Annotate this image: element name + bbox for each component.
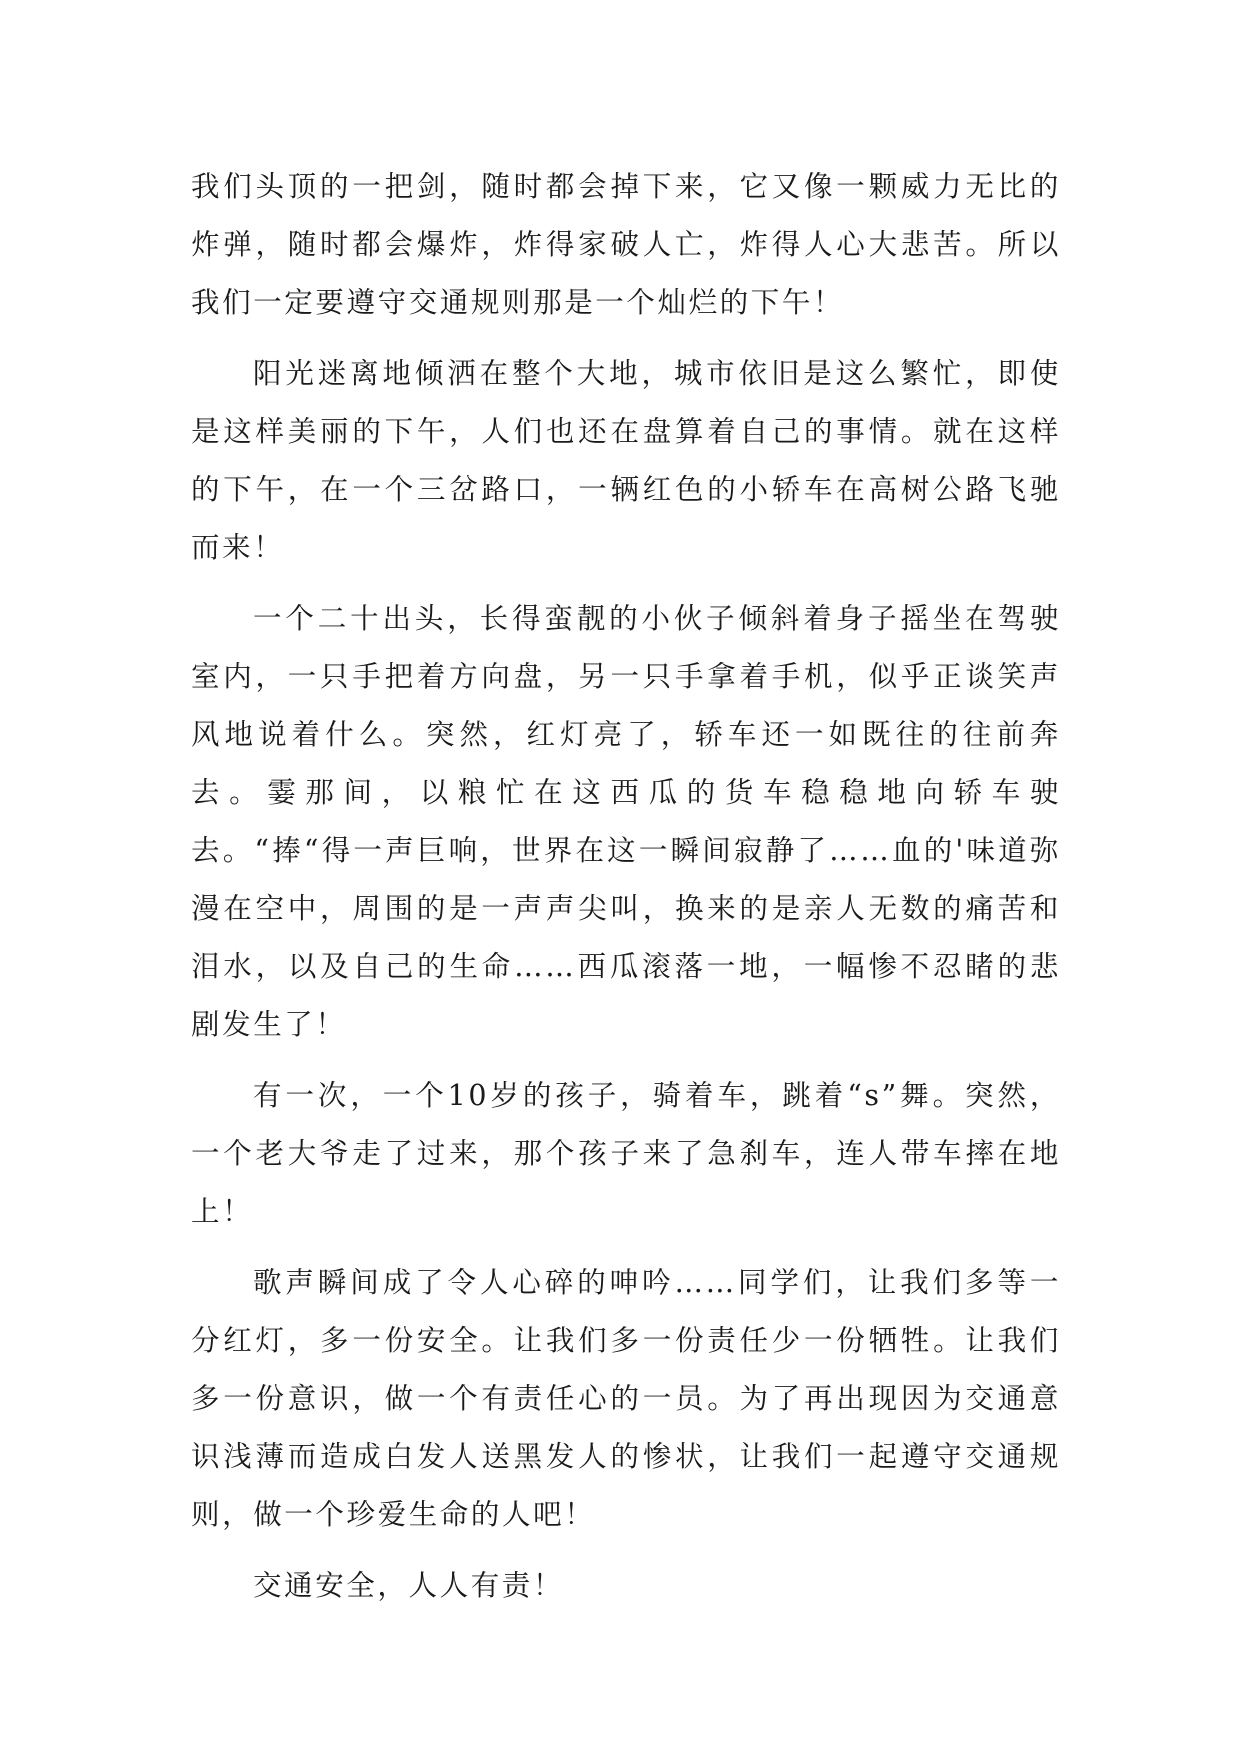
paragraph-2: 阳光迷离地倾洒在整个大地，城市依旧是这么繁忙，即使是这样美丽的下午，人们也还在盘算着自己的事情。就在这样的下午，在一个三岔路口，一辆红色的小轿车在高树公路飞驰而来！	[191, 357, 1061, 564]
paragraph-3: 一个二十出头，长得蛮靓的小伙子倾斜着身子摇坐在驾驶室内，一只手把着方向盘，另一只手拿着手机，似乎正谈笑声风地说着什么。突然，红灯亮了，轿车还一如既往的往前奔去。霎那间，以粮忙在这西瓜的货车稳稳地向轿车驶去。“捧“得一声巨响，世界在这一瞬间寂静了……血的'味道弥漫在空中，周围的是一声声尖叫，换来的是亲人无数的痛苦和泪水，以及自己的生命……西瓜滚落一地，一幅惨不忍睹的悲剧发生了！	[191, 602, 1061, 1041]
document-body	[191, 158, 1061, 1615]
paragraph-6: 交通安全，人人有责！	[253, 1569, 565, 1602]
paragraph-4: 有一次，一个10岁的孩子，骑着车，跳着“s”舞。突然，一个老大爷走了过来，那个孩子来了急刹车，连人带车摔在地上！	[191, 1079, 1061, 1228]
paragraph-5: 歌声瞬间成了令人心碎的呻吟……同学们，让我们多等一分红灯，多一份安全。让我们多一份责任少一份牺牲。让我们多一份意识，做一个有责任心的一员。为了再出现因为交通意识浅薄而造成白发人送黑发人的惨状，让我们一起遵守交通规则，做一个珍爱生命的人吧！	[191, 1266, 1061, 1531]
paragraph-1: 我们头顶的一把剑，随时都会掉下来，它又像一颗威力无比的炸弹，随时都会爆炸，炸得家破人亡，炸得人心大悲苦。所以我们一定要遵守交通规则那是一个灿烂的下午！	[191, 170, 1061, 319]
